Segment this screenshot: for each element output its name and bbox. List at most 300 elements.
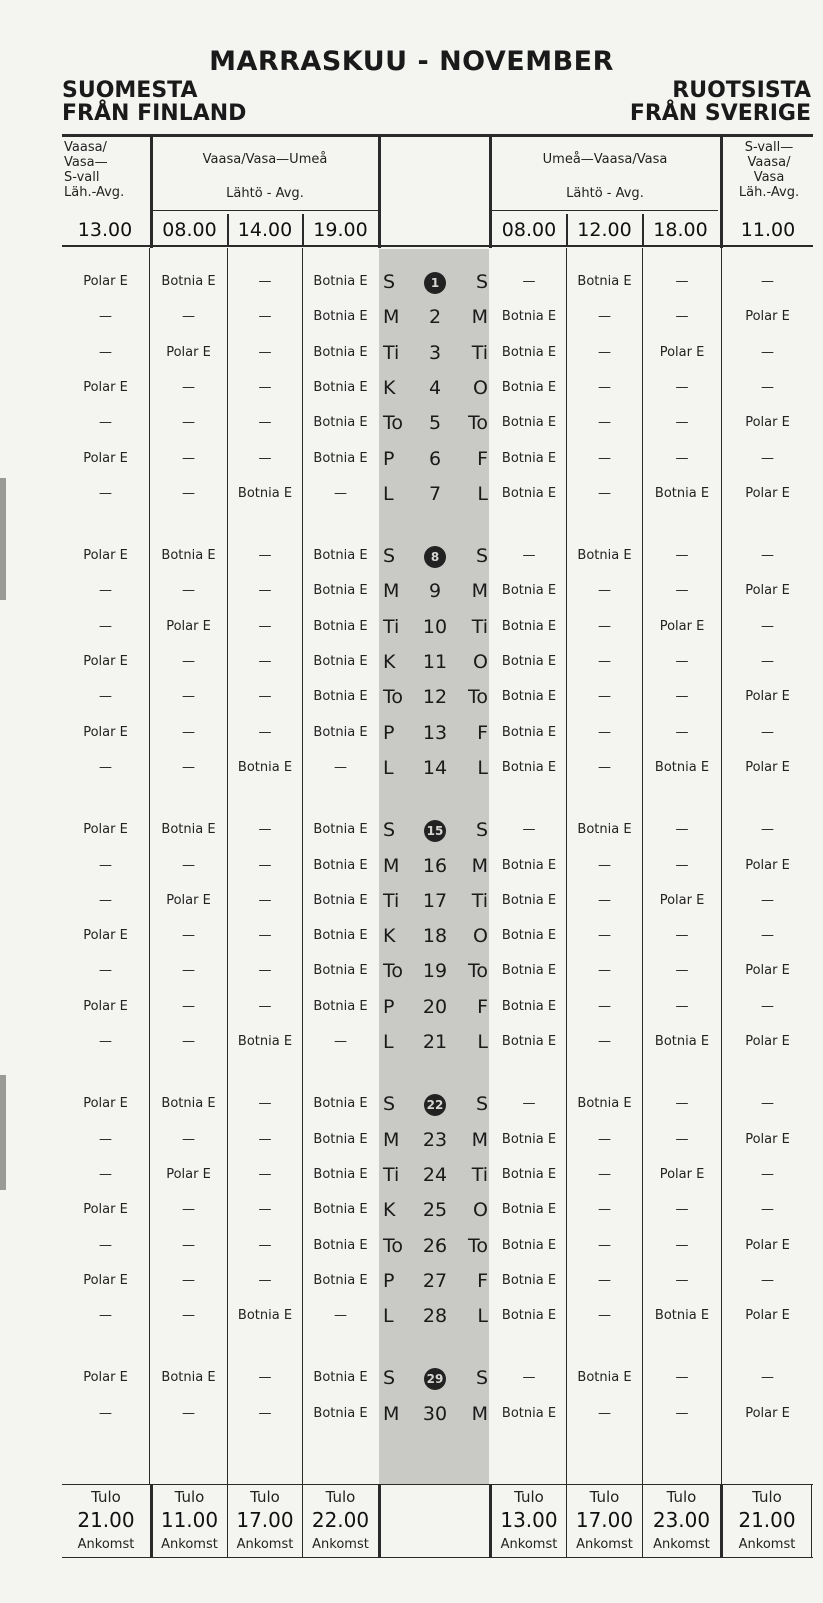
departure-cell: — bbox=[675, 998, 689, 1014]
arrival-time: 17.00 bbox=[236, 1508, 294, 1532]
departure-cell: — bbox=[598, 654, 611, 669]
departure-cell: Botnia E bbox=[501, 1308, 557, 1324]
departure-cell: — bbox=[675, 724, 689, 740]
departure-cell: — bbox=[598, 998, 611, 1014]
departure-cell: — bbox=[258, 1096, 272, 1112]
sunday-day-number: 29 bbox=[410, 1366, 460, 1390]
divider bbox=[642, 214, 644, 246]
weekday-sv: F bbox=[477, 721, 488, 744]
weekday-sv: L bbox=[477, 482, 488, 505]
arrival-label: Tulo bbox=[514, 1488, 544, 1506]
departure-cell: Botnia E bbox=[577, 822, 632, 838]
weekday-sv: Ti bbox=[471, 889, 488, 912]
departure-cell: Botnia E bbox=[313, 822, 368, 838]
departure-cell: Polar E bbox=[745, 415, 790, 431]
departure-cell: — bbox=[761, 1166, 774, 1182]
departure-cell: — bbox=[598, 759, 611, 775]
mid-right-depart-label: Lähtö - Avg. bbox=[566, 186, 644, 201]
day-number: 23 bbox=[422, 1128, 448, 1151]
departure-cell: — bbox=[675, 654, 689, 669]
departure-cell: Botnia E bbox=[501, 998, 557, 1014]
arrival-sublabel: Ankomst bbox=[653, 1537, 710, 1552]
departure-cell: Polar E bbox=[745, 485, 790, 501]
weekday-fi: L bbox=[383, 756, 394, 779]
departure-cell: — bbox=[258, 1237, 272, 1253]
departure-cell: Polar E bbox=[83, 1272, 128, 1288]
weekday-sv: O bbox=[473, 925, 488, 948]
departure-cell: Polar E bbox=[745, 1237, 790, 1253]
departure-cell: Botnia E bbox=[501, 379, 557, 395]
arrival-sublabel: Ankomst bbox=[738, 1537, 796, 1552]
header-bottom-rule bbox=[62, 245, 813, 247]
divider bbox=[150, 134, 153, 248]
departure-cell: Botnia E bbox=[501, 724, 557, 740]
departure-cell: — bbox=[182, 857, 195, 873]
departure-cell: Botnia E bbox=[313, 450, 368, 466]
weekday-sv: M bbox=[471, 580, 488, 603]
departure-cell: — bbox=[761, 1370, 774, 1386]
departure-cell: Botnia E bbox=[501, 450, 557, 466]
departure-cell: Polar E bbox=[745, 857, 790, 873]
departure-cell: Botnia E bbox=[237, 1034, 293, 1049]
departure-cell: — bbox=[675, 1237, 689, 1253]
departure-cell: — bbox=[675, 928, 689, 944]
departure-cell: Botnia E bbox=[161, 548, 216, 564]
day-number: 21 bbox=[422, 1031, 448, 1053]
departure-cell: Polar E bbox=[83, 274, 128, 289]
weekday-fi: M bbox=[383, 854, 400, 877]
departure-cell: — bbox=[675, 450, 689, 466]
departure-cell: Botnia E bbox=[654, 759, 710, 775]
departure-cell: Botnia E bbox=[313, 618, 368, 634]
departure-cell: — bbox=[258, 822, 272, 838]
departure-cell: Botnia E bbox=[313, 274, 368, 289]
weekday-fi: Ti bbox=[383, 889, 400, 912]
departure-cell: — bbox=[761, 1202, 774, 1218]
mid-left-time-3: 19.00 bbox=[313, 219, 368, 241]
day-number: 17 bbox=[422, 889, 448, 912]
sunday-day-number: 8 bbox=[410, 544, 460, 568]
departure-cell: Botnia E bbox=[313, 1405, 368, 1421]
departure-cell: Botnia E bbox=[501, 928, 557, 944]
weekday-sv: O bbox=[473, 651, 488, 673]
weekday-fi: K bbox=[383, 1199, 396, 1222]
departure-cell: Polar E bbox=[166, 892, 211, 908]
departure-cell: Botnia E bbox=[313, 1202, 368, 1218]
departure-cell: — bbox=[598, 344, 611, 360]
weekday-fi: K bbox=[383, 376, 396, 399]
departure-cell: — bbox=[334, 1308, 347, 1324]
departure-cell: Polar E bbox=[83, 1370, 128, 1386]
weekday-fi: P bbox=[383, 995, 395, 1018]
departure-cell: — bbox=[675, 415, 689, 431]
departure-cell: Polar E bbox=[745, 1405, 790, 1421]
arrival-time: 22.00 bbox=[311, 1508, 370, 1532]
departure-cell: Botnia E bbox=[313, 1237, 368, 1253]
departure-cell: Polar E bbox=[83, 998, 128, 1014]
departure-cell: Botnia E bbox=[313, 1370, 368, 1386]
departure-cell: — bbox=[258, 450, 272, 466]
departure-cell: — bbox=[258, 274, 272, 289]
departure-cell: — bbox=[182, 1131, 195, 1147]
weekday-fi: P bbox=[383, 447, 395, 470]
weekday-fi: L bbox=[383, 1031, 394, 1053]
departure-cell: Botnia E bbox=[313, 344, 368, 360]
arrival-label: Tulo bbox=[250, 1488, 280, 1506]
day-number: 25 bbox=[422, 1199, 448, 1222]
weekday-fi: S bbox=[383, 819, 396, 842]
departure-cell: — bbox=[761, 450, 774, 466]
departure-cell: — bbox=[761, 928, 774, 944]
departure-cell: Botnia E bbox=[161, 1370, 216, 1386]
departure-cell: — bbox=[598, 1034, 611, 1049]
weekday-sv: M bbox=[471, 1402, 488, 1425]
departure-cell: — bbox=[675, 1202, 689, 1218]
departure-cell: Botnia E bbox=[654, 1034, 710, 1049]
weekday-sv: S bbox=[475, 819, 488, 842]
divider bbox=[378, 134, 381, 248]
weekday-fi: P bbox=[383, 1269, 395, 1292]
departure-cell: — bbox=[99, 1405, 112, 1421]
arrival-label: Tulo bbox=[174, 1488, 205, 1506]
departure-cell: — bbox=[675, 1370, 689, 1386]
departure-cell: — bbox=[258, 1405, 272, 1421]
departure-cell: Botnia E bbox=[501, 1166, 557, 1182]
departure-cell: Botnia E bbox=[313, 963, 368, 979]
departure-cell: — bbox=[258, 618, 272, 634]
weekday-sv: To bbox=[467, 960, 488, 983]
departure-cell: — bbox=[334, 759, 347, 775]
weekday-fi: M bbox=[383, 1128, 400, 1151]
departure-cell: — bbox=[182, 415, 195, 431]
divider bbox=[566, 214, 568, 246]
departure-cell: Polar E bbox=[83, 548, 128, 564]
arrival-time: 21.00 bbox=[738, 1508, 796, 1532]
departure-cell: — bbox=[99, 1131, 112, 1147]
weekday-sv: S bbox=[475, 271, 488, 293]
departure-cell: — bbox=[258, 379, 272, 395]
departure-cell: Botnia E bbox=[501, 892, 557, 908]
departure-cell: Polar E bbox=[659, 892, 705, 908]
departure-cell: — bbox=[761, 1096, 774, 1112]
departure-cell: — bbox=[598, 963, 611, 979]
binding-strip bbox=[0, 478, 6, 600]
weekday-fi: K bbox=[383, 925, 396, 948]
day-number: 11 bbox=[422, 651, 448, 673]
divider bbox=[811, 1484, 812, 1558]
left-route-label: Vaasa/ Vasa— S-vall Läh.-Avg. bbox=[64, 140, 125, 200]
departure-cell: — bbox=[182, 1405, 195, 1421]
departure-cell: Polar E bbox=[83, 654, 128, 669]
header-rule bbox=[152, 210, 378, 211]
departure-cell: Botnia E bbox=[501, 618, 557, 634]
day-number: 18 bbox=[422, 925, 448, 948]
departure-cell: — bbox=[258, 689, 272, 705]
departure-cell: — bbox=[182, 654, 195, 669]
departure-cell: — bbox=[258, 724, 272, 740]
departure-cell: — bbox=[675, 583, 689, 599]
day-number: 14 bbox=[422, 756, 448, 779]
departure-cell: Botnia E bbox=[501, 759, 557, 775]
header-rule bbox=[492, 210, 718, 211]
mid-right-time-2: 12.00 bbox=[577, 219, 632, 241]
weekday-sv: F bbox=[477, 447, 488, 470]
departure-cell: — bbox=[598, 485, 611, 501]
departure-cell: Polar E bbox=[83, 1096, 128, 1112]
departure-cell: Botnia E bbox=[313, 548, 368, 564]
departure-cell: — bbox=[598, 618, 611, 634]
departure-cell: — bbox=[598, 724, 611, 740]
weekday-fi: To bbox=[383, 1234, 404, 1257]
departure-cell: — bbox=[258, 548, 272, 564]
departure-cell: — bbox=[761, 344, 774, 360]
departure-cell: — bbox=[598, 1405, 611, 1421]
weekday-sv: To bbox=[467, 686, 488, 709]
departure-cell: — bbox=[598, 689, 611, 705]
departure-cell: — bbox=[675, 963, 689, 979]
departure-cell: — bbox=[99, 618, 112, 634]
departure-cell: — bbox=[258, 857, 272, 873]
day-number: 27 bbox=[422, 1269, 448, 1292]
departure-cell: — bbox=[675, 1096, 689, 1112]
from-sweden-sv: FRÅN SVERIGE bbox=[629, 101, 811, 126]
departure-cell: — bbox=[675, 1405, 689, 1421]
weekday-sv: L bbox=[477, 1031, 488, 1053]
departure-cell: Polar E bbox=[745, 689, 790, 705]
right-departure-time: 11.00 bbox=[740, 219, 796, 241]
departure-cell: Botnia E bbox=[313, 724, 368, 740]
weekday-sv: S bbox=[475, 1367, 488, 1390]
departure-cell: — bbox=[761, 379, 774, 395]
departure-cell: Botnia E bbox=[161, 822, 216, 838]
departure-cell: — bbox=[182, 1202, 195, 1218]
divider bbox=[302, 214, 304, 246]
departure-cell: Botnia E bbox=[577, 548, 632, 564]
arrival-time: 11.00 bbox=[160, 1508, 219, 1532]
departure-cell: — bbox=[675, 379, 689, 395]
weekday-sv: To bbox=[467, 412, 488, 435]
departure-cell: Botnia E bbox=[237, 759, 293, 775]
departure-cell: — bbox=[99, 963, 112, 979]
departure-cell: — bbox=[761, 892, 774, 908]
day-number: 16 bbox=[422, 854, 448, 877]
departure-cell: Botnia E bbox=[161, 274, 216, 289]
weekday-sv: S bbox=[475, 545, 488, 568]
departure-cell: Botnia E bbox=[501, 1202, 557, 1218]
departure-cell: Botnia E bbox=[501, 415, 557, 431]
departure-cell: Botnia E bbox=[501, 654, 557, 669]
divider bbox=[378, 1484, 381, 1558]
arrival-time: 13.00 bbox=[500, 1508, 558, 1532]
departure-cell: — bbox=[522, 548, 536, 564]
departure-cell: — bbox=[598, 1166, 611, 1182]
departure-cell: — bbox=[258, 998, 272, 1014]
departure-cell: — bbox=[182, 1237, 195, 1253]
arrival-time: 23.00 bbox=[652, 1508, 711, 1532]
departure-cell: Polar E bbox=[166, 618, 211, 634]
departure-cell: — bbox=[258, 1370, 272, 1386]
weekday-fi: To bbox=[383, 960, 404, 983]
divider bbox=[720, 134, 723, 248]
departure-cell: Botnia E bbox=[237, 485, 293, 501]
divider bbox=[227, 214, 229, 246]
departure-cell: — bbox=[522, 1096, 536, 1112]
day-number: 3 bbox=[428, 341, 442, 364]
departure-cell: — bbox=[598, 1237, 611, 1253]
day-number: 2 bbox=[428, 306, 442, 329]
weekday-sv: L bbox=[477, 756, 488, 779]
departure-cell: — bbox=[598, 1272, 611, 1288]
weekday-fi: M bbox=[383, 306, 400, 329]
weekday-sv: Ti bbox=[471, 341, 488, 364]
arrival-sublabel: Ankomst bbox=[500, 1537, 558, 1552]
day-number: 30 bbox=[422, 1402, 448, 1425]
departure-cell: Botnia E bbox=[501, 309, 557, 325]
departure-cell: Polar E bbox=[83, 928, 128, 944]
arrival-sublabel: Ankomst bbox=[576, 1537, 633, 1552]
mid-left-route-label: Vaasa/Vasa—Umeå bbox=[202, 152, 328, 167]
departure-cell: — bbox=[182, 759, 195, 775]
departure-cell: — bbox=[761, 1272, 774, 1288]
departure-cell: — bbox=[182, 450, 195, 466]
arrival-sublabel: Ankomst bbox=[236, 1537, 294, 1552]
arrival-time: 21.00 bbox=[77, 1508, 135, 1532]
arrival-sublabel: Ankomst bbox=[312, 1537, 369, 1552]
departure-cell: — bbox=[761, 998, 774, 1014]
departure-cell: — bbox=[675, 857, 689, 873]
weekday-fi: To bbox=[383, 686, 404, 709]
mid-left-depart-label: Lähtö - Avg. bbox=[226, 186, 304, 201]
departure-cell: — bbox=[99, 583, 112, 599]
day-number: 7 bbox=[428, 482, 442, 505]
weekday-fi: Ti bbox=[383, 1163, 400, 1186]
departure-cell: Botnia E bbox=[501, 485, 557, 501]
departure-cell: — bbox=[675, 689, 689, 705]
arrival-label: Tulo bbox=[91, 1488, 121, 1506]
departure-cell: Botnia E bbox=[313, 1166, 368, 1182]
departure-cell: Botnia E bbox=[501, 583, 557, 599]
departure-cell: — bbox=[99, 1308, 112, 1324]
departure-cell: Botnia E bbox=[161, 1096, 216, 1112]
departure-cell: — bbox=[99, 1166, 112, 1182]
weekday-sv: O bbox=[473, 1199, 488, 1222]
weekday-sv: M bbox=[471, 854, 488, 877]
departure-cell: Polar E bbox=[166, 1166, 211, 1182]
day-number: 20 bbox=[422, 995, 448, 1018]
departure-cell: Botnia E bbox=[501, 1272, 557, 1288]
departure-cell: Botnia E bbox=[577, 1096, 632, 1112]
weekday-fi: S bbox=[383, 545, 396, 568]
weekday-fi: M bbox=[383, 580, 400, 603]
day-number: 9 bbox=[428, 580, 442, 603]
departure-cell: — bbox=[182, 689, 195, 705]
mid-right-time-1: 08.00 bbox=[501, 219, 557, 241]
departure-cell: Polar E bbox=[745, 759, 790, 775]
weekday-sv: S bbox=[475, 1093, 488, 1116]
departure-cell: Polar E bbox=[83, 1202, 128, 1218]
departure-cell: Botnia E bbox=[313, 1272, 368, 1288]
departure-cell: Botnia E bbox=[501, 689, 557, 705]
departure-cell: — bbox=[258, 415, 272, 431]
departure-cell: Botnia E bbox=[501, 1237, 557, 1253]
departure-cell: Botnia E bbox=[654, 485, 710, 501]
departure-cell: — bbox=[598, 857, 611, 873]
day-number: 26 bbox=[422, 1234, 448, 1257]
departure-cell: — bbox=[598, 583, 611, 599]
from-finland-sv: FRÅN FINLAND bbox=[62, 101, 247, 126]
departure-cell: — bbox=[598, 450, 611, 466]
departure-cell: — bbox=[99, 1034, 112, 1049]
departure-cell: — bbox=[334, 485, 347, 501]
departure-cell: Botnia E bbox=[501, 1131, 557, 1147]
departure-cell: Botnia E bbox=[501, 1405, 557, 1421]
departure-cell: — bbox=[522, 1370, 536, 1386]
weekday-fi: S bbox=[383, 271, 396, 293]
departure-cell: Polar E bbox=[745, 1131, 790, 1147]
departure-cell: — bbox=[598, 309, 611, 325]
departure-cell: — bbox=[99, 892, 112, 908]
departure-cell: Polar E bbox=[83, 724, 128, 740]
departure-cell: Botnia E bbox=[313, 309, 368, 325]
left-departure-time: 13.00 bbox=[77, 219, 133, 241]
departure-cell: — bbox=[258, 309, 272, 325]
departure-cell: — bbox=[598, 379, 611, 395]
weekday-fi: Ti bbox=[383, 341, 400, 364]
sunday-day-number: 15 bbox=[410, 818, 460, 842]
departure-cell: — bbox=[99, 689, 112, 705]
departure-cell: — bbox=[522, 822, 536, 838]
departure-cell: — bbox=[258, 1272, 272, 1288]
departure-cell: Polar E bbox=[659, 1166, 705, 1182]
departure-cell: — bbox=[258, 583, 272, 599]
departure-cell: — bbox=[334, 1034, 347, 1049]
departure-cell: — bbox=[258, 928, 272, 944]
departure-cell: Botnia E bbox=[313, 583, 368, 599]
departure-cell: — bbox=[99, 485, 112, 501]
mid-right-time-3: 18.00 bbox=[653, 219, 708, 241]
departure-cell: — bbox=[182, 998, 195, 1014]
weekday-fi: K bbox=[383, 651, 396, 673]
binding-strip bbox=[0, 1075, 6, 1190]
arrival-time: 17.00 bbox=[575, 1508, 634, 1532]
day-number: 28 bbox=[422, 1305, 448, 1328]
departure-cell: — bbox=[258, 1202, 272, 1218]
day-number: 10 bbox=[422, 615, 448, 638]
weekday-sv: M bbox=[471, 1128, 488, 1151]
departure-cell: — bbox=[258, 344, 272, 360]
weekday-fi: Ti bbox=[383, 615, 400, 638]
from-finland-fi: SUOMESTA bbox=[62, 78, 198, 103]
weekday-fi: P bbox=[383, 721, 395, 744]
sunday-day-number: 1 bbox=[410, 270, 460, 294]
departure-cell: Botnia E bbox=[313, 892, 368, 908]
day-number: 24 bbox=[422, 1163, 448, 1186]
departure-cell: Polar E bbox=[745, 1308, 790, 1324]
departure-cell: — bbox=[761, 822, 774, 838]
day-number: 4 bbox=[428, 376, 442, 399]
departure-cell: — bbox=[675, 274, 689, 289]
arrival-label: Tulo bbox=[752, 1488, 782, 1506]
weekday-sv: To bbox=[467, 1234, 488, 1257]
departure-cell: — bbox=[99, 415, 112, 431]
departure-cell: Polar E bbox=[745, 583, 790, 599]
departure-cell: — bbox=[182, 583, 195, 599]
departure-cell: — bbox=[675, 548, 689, 564]
departure-cell: Botnia E bbox=[313, 654, 368, 669]
departure-cell: — bbox=[182, 724, 195, 740]
table-top-rule bbox=[62, 134, 813, 137]
from-sweden-fi: RUOTSISTA bbox=[672, 78, 811, 103]
